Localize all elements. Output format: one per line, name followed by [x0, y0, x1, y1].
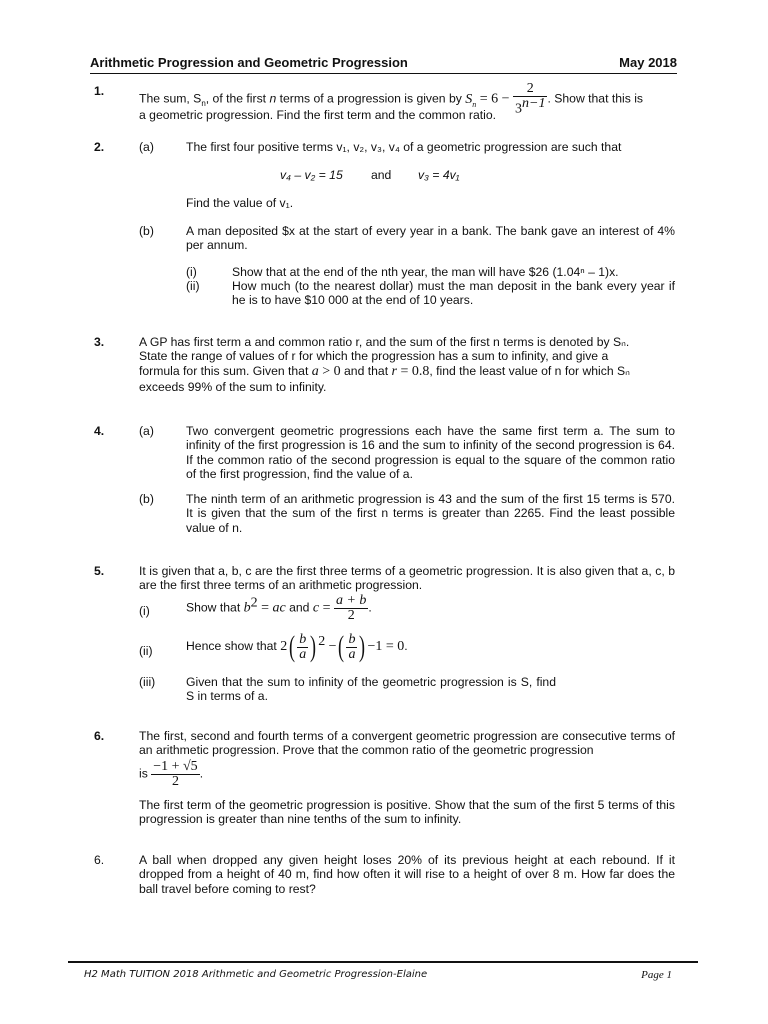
formula-sn: $S_n$ — [465, 91, 477, 109]
part-label: (a) — [139, 424, 154, 438]
equation-1: v₄ – v₂ = 15 — [280, 168, 343, 182]
ratio-formula: is $\frac{-1 + √5}{2}$ . — [139, 759, 204, 789]
page-number: Page 1 — [641, 969, 672, 981]
subpart-ii-text: Hence show that 2( $\frac{b}{a}$ ) $^2$ −( $\frac{b}{a}$ ) −1 = 0. — [186, 630, 408, 663]
subpart-label: (i) — [186, 265, 197, 279]
part-a-text: Two convergent geometric progressions each have the same first term a. The sum to infinity of the first progression is 16 and the sum to infinity of the second progression is 64. If the common ratio of the second progression is equal to the square of the common ratio of the first progression, find the value of a. — [186, 424, 675, 482]
question-text: The sum, $S_n$, of the first n terms of a progression is given by $S_n = 6$ − $\frac{2}{3^{n-1}}$ . Show that this is — [139, 81, 643, 117]
page-footer — [68, 961, 698, 981]
fraction: $\frac{2}{3^{n-1}}$ — [515, 81, 546, 117]
subpart-i-text: Show that $b^2$ = ac and c = $\frac{a + b}{2}$ . — [186, 593, 372, 623]
subpart-label: (iii) — [139, 675, 156, 689]
part-label: (b) — [139, 224, 154, 238]
question-text: A ball when dropped any given height loses 20% of its previous height at each rebound. If it dropped from a height of 40 m, find how often it will rise to a height of over 8 m. How far does the ball travel before coming to rest? — [139, 853, 675, 896]
question-text-line1: A GP has first term a and common ratio r, and the sum of the first n terms is denoted by Sₙ. — [139, 335, 630, 349]
subpart-i-text: Show that at the end of the nth year, the man will have $26 (1.04ⁿ – 1)x. — [232, 265, 619, 279]
question-text-line3: formula for this sum. Given that a > 0 and that r = 0.8, find the least value of n for which Sₙ — [139, 363, 630, 379]
subpart-label: (i) — [139, 604, 150, 618]
question-text-2: The first term of the geometric progression is positive. Show that the sum of the first 5 terms of this progression is greater than nine tenths of the sum to infinity. — [139, 798, 675, 827]
question-number: 6. — [94, 853, 105, 867]
question-number: 1. — [94, 84, 105, 98]
page-title: Arithmetic Progression and Geometric Progression — [90, 55, 408, 70]
question-number: 3. — [94, 335, 105, 349]
question-text-line4: exceeds 99% of the sum to infinity. — [139, 380, 327, 394]
subpart-ii-text: How much (to the nearest dollar) must the man deposit in the bank every year if he is to have $10 000 at the end of 10 years. — [232, 279, 675, 308]
subpart-label: (ii) — [186, 279, 200, 293]
part-a-text: The first four positive terms v₁, v₂, v₃, v₄ of a geometric progression are such that — [186, 140, 622, 154]
question-text: The first, second and fourth terms of a convergent geometric progression are consecutive terms of an arithmetic progression. Prove that the common ratio of the geometric progression — [139, 729, 675, 758]
question-number: 2. — [94, 140, 105, 154]
part-a-find: Find the value of v₁. — [186, 196, 294, 210]
part-label: (b) — [139, 492, 154, 506]
part-b-text: A man deposited $x at the start of every year in a bank. The bank gave an interest of 4% per annum. — [186, 224, 675, 253]
subpart-iii-text: Given that the sum to infinity of the geometric progression is S, find S in terms of a. — [186, 675, 556, 704]
question-number: 6. — [94, 729, 105, 743]
equation-and: and — [371, 168, 392, 182]
question-text-line2: a geometric progression. Find the first term and the common ratio. — [139, 108, 496, 122]
question-text-line2: State the range of values of r for which the progression has a sum to infinity, and give a — [139, 349, 609, 364]
equation-2: v₃ = 4v₁ — [418, 168, 460, 182]
footer-text: H2 Math TUITION 2018 Arithmetic and Geometric Progression-Elaine — [84, 969, 428, 980]
question-number: 5. — [94, 564, 105, 578]
page-header — [90, 55, 677, 74]
part-label: (a) — [139, 140, 154, 154]
question-number: 4. — [94, 424, 105, 438]
question-text: It is given that a, b, c are the first three terms of a geometric progression. It is also given that a, c, b are the first three terms of an arithmetic progression. — [139, 564, 675, 593]
header-date: May 2018 — [619, 55, 677, 70]
subpart-label: (ii) — [139, 644, 153, 658]
part-b-text: The ninth term of an arithmetic progression is 43 and the sum of the first 15 terms is 570. It is given that the sum of the first n terms is greater than 2265. Find the least possible value of n. — [186, 492, 675, 535]
